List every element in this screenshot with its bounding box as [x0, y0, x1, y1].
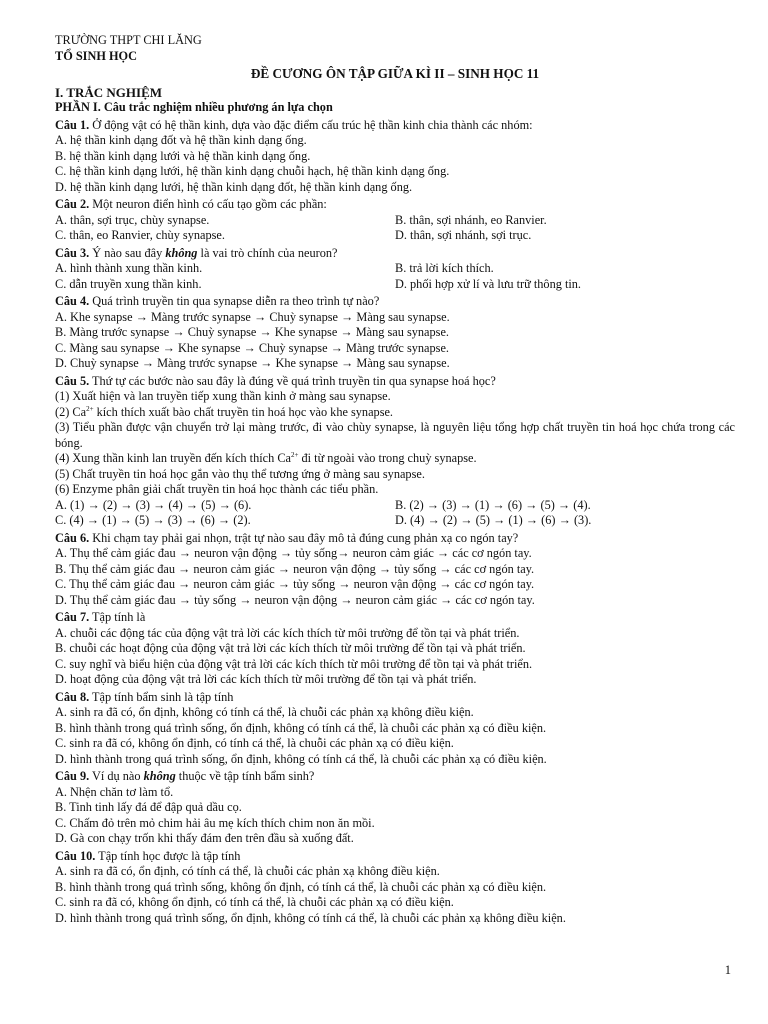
question-3 [55, 246, 735, 293]
option-d: D. (4) → (2) → (5) → (1) → (6) → (3). [395, 513, 592, 527]
option-d: D. Gà con chạy trốn khi thấy đám đen trên đầu sà xuống đất. [55, 831, 354, 845]
school-name: TRƯỜNG THPT CHI LĂNG [55, 33, 202, 47]
option-a: A. sinh ra đã có, ổn định, có tính cá thể, là chuỗi các phản xạ không điều kiện. [55, 864, 440, 878]
option-b: B. chuỗi các hoạt động của động vật trả lời các kích thích từ môi trường để tồn tại và phát triển. [55, 641, 526, 655]
option-c: C. Chấm đỏ trên mỏ chim hải âu mẹ kích thích chim non ăn mồi. [55, 815, 375, 830]
option-a: A. hình thành xung thần kinh. [55, 261, 203, 275]
question-8 [55, 690, 735, 768]
question-text: Ở động vật có hệ thần kinh, dựa vào đặc điểm cấu trúc hệ thần kinh chia thành các nhóm: [89, 117, 533, 132]
step-text-end: đi từ ngoài vào trong chuỳ synapse. [298, 451, 477, 465]
option-c: C. sinh ra đã có, không ổn định, có tính cá thể, là chuỗi các phản xạ có điều kiện. [55, 736, 454, 750]
question-text: Tập tính là [89, 610, 146, 624]
step-text-end: kích thích xuất bào chất truyền tin hoá học vào khe synapse. [93, 404, 394, 419]
part-heading: PHẦN I. Câu trắc nghiệm nhiều phương án lựa chọn [55, 100, 333, 114]
emphasis-word: không [143, 769, 176, 783]
question-2 [55, 197, 735, 244]
question-label: Câu 9. [55, 769, 90, 783]
question-6 [55, 531, 735, 609]
option-b: B. (2) → (3) → (1) → (6) → (5) → (4). [395, 497, 591, 512]
option-b: B. Thụ thể cảm giác đau → neuron cảm giác → neuron vận động → tủy sống → các cơ ngón tay. [55, 561, 535, 576]
step-text: (2) Ca [55, 404, 87, 419]
question-label: Câu 8. [55, 689, 90, 704]
question-label: Câu 7. [55, 610, 90, 624]
step-3: (3) Tiểu phần được vận chuyển trở lại màng trước, đi vào chùy synapse, là nguyên liệu tổng hợp chất truyền tin hoá học chứa trong các bóng. [55, 420, 735, 450]
question-1 [55, 118, 735, 196]
option-c: C. Màng sau synapse → Khe synapse → Chuỳ synapse → Màng trước synapse. [55, 340, 449, 355]
question-text-end: thuộc về tập tính bẩm sinh? [175, 769, 315, 783]
option-b: B. Màng trước synapse → Chuỳ synapse → Khe synapse → Màng sau synapse. [55, 325, 449, 339]
option-d: D. phối hợp xử lí và lưu trữ thông tin. [395, 276, 582, 291]
question-label: Câu 6. [55, 530, 90, 545]
option-d: D. hình thành trong quá trình sống, ổn định, không có tính cá thể, là chuỗi các phản xạ có điều kiện. [55, 751, 547, 766]
question-9 [55, 769, 735, 847]
option-a: A. Nhện chăn tơ làm tổ. [55, 784, 174, 799]
question-label: Câu 1. [55, 117, 90, 132]
question-label: Câu 4. [55, 294, 90, 308]
question-label: Câu 10. [55, 848, 96, 863]
question-label: Câu 2. [55, 197, 90, 211]
step-text: (4) Xung thần kinh lan truyền đến kích thích Ca [55, 451, 291, 465]
page-number: 1 [724, 963, 731, 977]
question-text: Một neuron điển hình có cấu tạo gồm các phần: [89, 197, 327, 211]
question-text: Khi chạm tay phải gai nhọn, trật tự nào sau đây mô tả đúng cung phản xạ co ngón tay? [89, 530, 519, 545]
option-b: B. hình thành trong quá trình sống, không ổn định, có tính cá thể, là chuỗi các phản xạ có điều kiện. [55, 879, 547, 894]
step-4 [55, 451, 735, 467]
option-c: C. suy nghĩ và biểu hiện của động vật trả lời các kích thích từ môi trường để tồn tại và phát triển. [55, 656, 533, 671]
option-a: A. chuỗi các động tác của động vật trả lời các kích thích từ môi trường để tồn tại và phát triển. [55, 625, 520, 640]
step-6: (6) Enzyme phân giải chất truyền tin hoá học thành các tiểu phần. [55, 482, 379, 496]
question-label: Câu 3. [55, 245, 90, 260]
section-heading: I. TRẮC NGHIỆM [55, 84, 163, 100]
option-d: D. hệ thần kinh dạng lưới, hệ thần kinh dạng đốt, hệ thần kinh dạng ống. [55, 179, 413, 194]
question-text: Ý nào sau đây [89, 245, 166, 260]
question-text-end: là vai trò chính của neuron? [197, 245, 338, 260]
option-d: D. hình thành trong quá trình sống, ổn định, không có tính cá thể, là chuỗi các phản xạ không điều kiện. [55, 910, 566, 925]
question-4 [55, 294, 735, 372]
question-10 [55, 849, 735, 927]
option-a: A. sinh ra đã có, ổn định, không có tính cá thể, là chuỗi các phản xạ không điều kiện. [55, 705, 474, 719]
document-page [55, 33, 735, 926]
option-b: B. thân, sợi nhánh, eo Ranvier. [395, 212, 547, 227]
option-a: A. hệ thần kinh dạng đốt và hệ thần kinh dạng ống. [55, 133, 307, 147]
option-c: C. thân, eo Ranvier, chùy synapse. [55, 228, 225, 242]
option-b: B. trả lời kích thích. [395, 261, 494, 275]
option-d: D. Thụ thể cảm giác đau → tủy sống → neuron vận động → neuron cảm giác → các cơ ngón tay. [55, 592, 535, 607]
option-d: D. Chuỳ synapse → Màng trước synapse → Khe synapse → Màng sau synapse. [55, 356, 450, 370]
option-a: A. Thụ thể cảm giác đau → neuron vận động → tủy sống→ neuron cảm giác → các cơ ngón tay. [55, 546, 532, 560]
step-1: (1) Xuất hiện và lan truyền tiếp xung thần kinh ở màng sau synapse. [55, 389, 391, 403]
question-text: Thứ tự các bước nào sau đây là đúng về quá trình truyền tin qua synapse hoá học? [89, 373, 496, 388]
question-text: Tập tính học được là tập tính [95, 848, 241, 863]
question-label: Câu 5. [55, 373, 90, 388]
option-c: C. (4) → (1) → (5) → (3) → (6) → (2). [55, 513, 251, 527]
option-d: D. thân, sợi nhánh, sợi trục. [395, 228, 532, 242]
option-b: B. hệ thần kinh dạng lưới và hệ thần kinh dạng ống. [55, 148, 311, 163]
option-c: C. hệ thần kinh dạng lưới, hệ thần kinh dạng chuỗi hạch, hệ thần kinh dạng ống. [55, 164, 450, 178]
option-b: B. Tinh tinh lấy đá để đập quả dầu cọ. [55, 800, 242, 814]
question-text: Quá trình truyền tin qua synapse diễn ra theo trình tự nào? [89, 294, 380, 308]
emphasis-word: không [165, 245, 198, 260]
option-c: C. sinh ra đã có, không ổn định, có tính cá thể, là chuỗi các phản xạ có điều kiện. [55, 895, 454, 909]
department-name: TỔ SINH HỌC [55, 48, 137, 63]
superscript: 2+ [290, 450, 299, 459]
option-c: C. Thụ thể cảm giác đau → neuron cảm giác → tủy sống → neuron vận động → các cơ ngón tay. [55, 577, 535, 591]
question-text: Ví dụ nào [89, 769, 144, 783]
option-a: A. thân, sợi trục, chùy synapse. [55, 212, 210, 227]
step-5: (5) Chất truyền tin hoá học gắn vào thụ thể tương ứng ở màng sau synapse. [55, 466, 425, 481]
question-7 [55, 610, 735, 688]
option-a: A. Khe synapse → Màng trước synapse → Chuỳ synapse → Màng sau synapse. [55, 309, 450, 324]
question-text: Tập tính bẩm sinh là tập tính [89, 689, 234, 704]
question-5 [55, 374, 735, 529]
option-d: D. hoạt động của động vật trả lời các kích thích từ môi trường để tồn tại và phát triển. [55, 672, 477, 686]
option-a: A. (1) → (2) → (3) → (4) → (5) → (6). [55, 497, 252, 512]
option-c: C. dẫn truyền xung thần kinh. [55, 276, 202, 291]
option-b: B. hình thành trong quá trình sống, ổn định, không có tính cá thể, là chuỗi các phản xạ có điều kiện. [55, 720, 547, 735]
step-2 [55, 405, 735, 421]
page-title: ĐỀ CƯƠNG ÔN TẬP GIỮA KÌ II – SINH HỌC 11 [250, 66, 540, 81]
superscript: 2+ [86, 404, 94, 413]
